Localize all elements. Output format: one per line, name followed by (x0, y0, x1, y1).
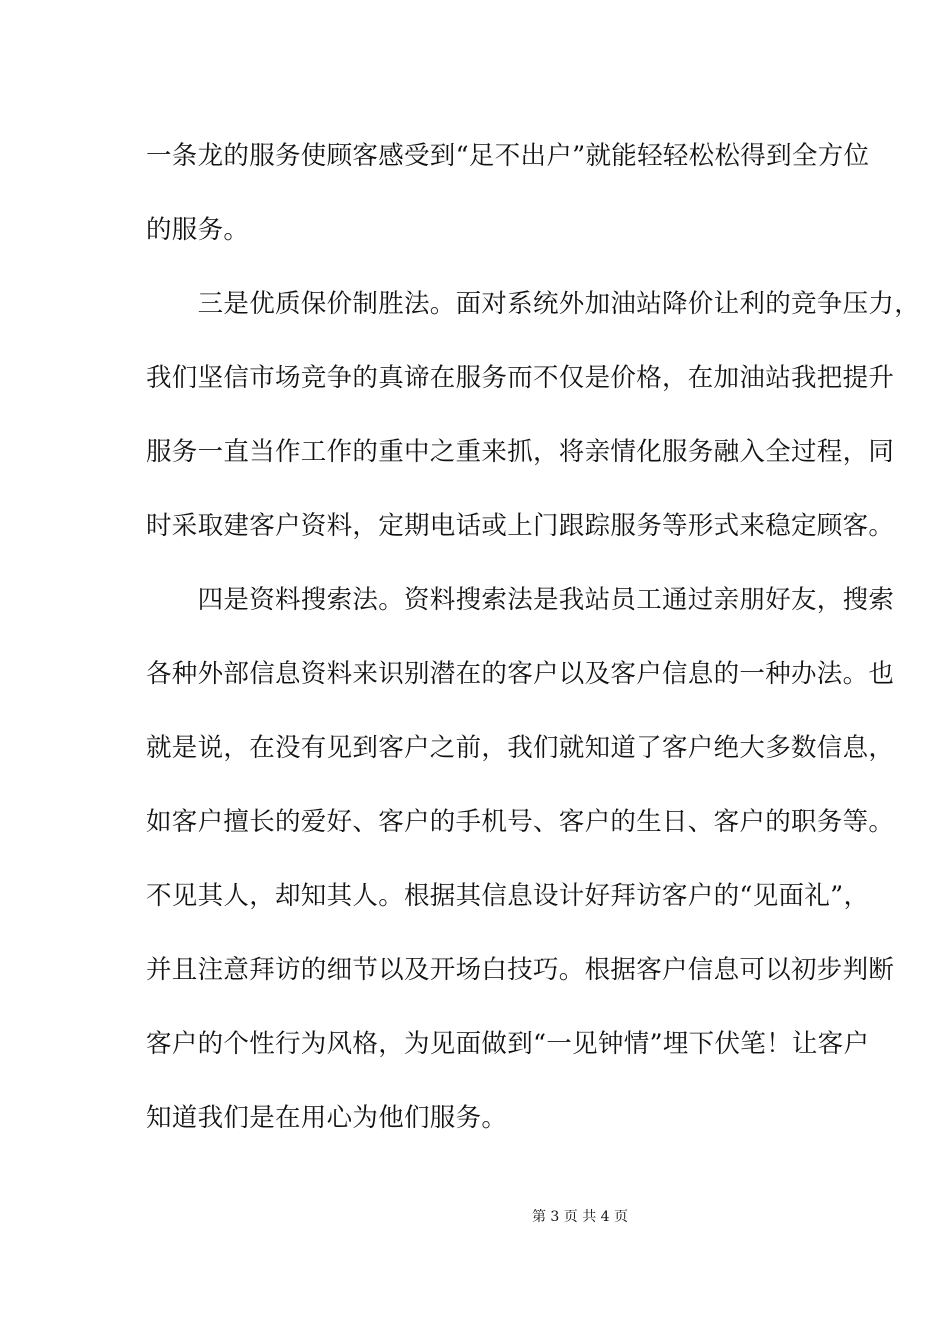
body-text-line: 如客户擅长的爱好、客户的手机号、客户的生日、客户的职务等。 (146, 807, 895, 837)
body-text-line: 各种外部信息资料来识别潜在的客户以及客户信息的一种办法。也 (146, 659, 895, 689)
body-text-line: 不见其人，却知其人。根据其信息设计好拜访客户的“见面礼”， (146, 881, 870, 911)
body-text-line: 的服务。 (146, 215, 250, 245)
body-text-line: 服务一直当作工作的重中之重来抓，将亲情化服务融入全过程，同 (146, 437, 895, 467)
body-text-line: 客户的个性行为风格，为见面做到“一见钟情”埋下伏笔！让客户 (146, 1029, 870, 1059)
body-text-line: 就是说，在没有见到客户之前，我们就知道了客户绝大多数信息， (146, 733, 895, 763)
body-text-line: 一条龙的服务使顾客感受到“足不出户”就能轻轻松松得到全方位 (146, 141, 870, 171)
body-text-line: 并且注意拜访的细节以及开场白技巧。根据客户信息可以初步判断 (146, 955, 895, 985)
body-text-line: 我们坚信市场竞争的真谛在服务而不仅是价格，在加油站我把提升 (146, 363, 895, 393)
body-text-line: 四是资料搜索法。资料搜索法是我站员工通过亲朋好友，搜索 (146, 585, 895, 615)
body-text-line: 时采取建客户资料，定期电话或上门跟踪服务等形式来稳定顾客。 (146, 511, 895, 541)
body-text-line: 知道我们是在用心为他们服务。 (146, 1103, 508, 1133)
page-number-footer: 第 3 页 共 4 页 (531, 1209, 629, 1225)
body-text-line: 三是优质保价制胜法。面对系统外加油站降价让利的竞争压力， (146, 289, 921, 319)
